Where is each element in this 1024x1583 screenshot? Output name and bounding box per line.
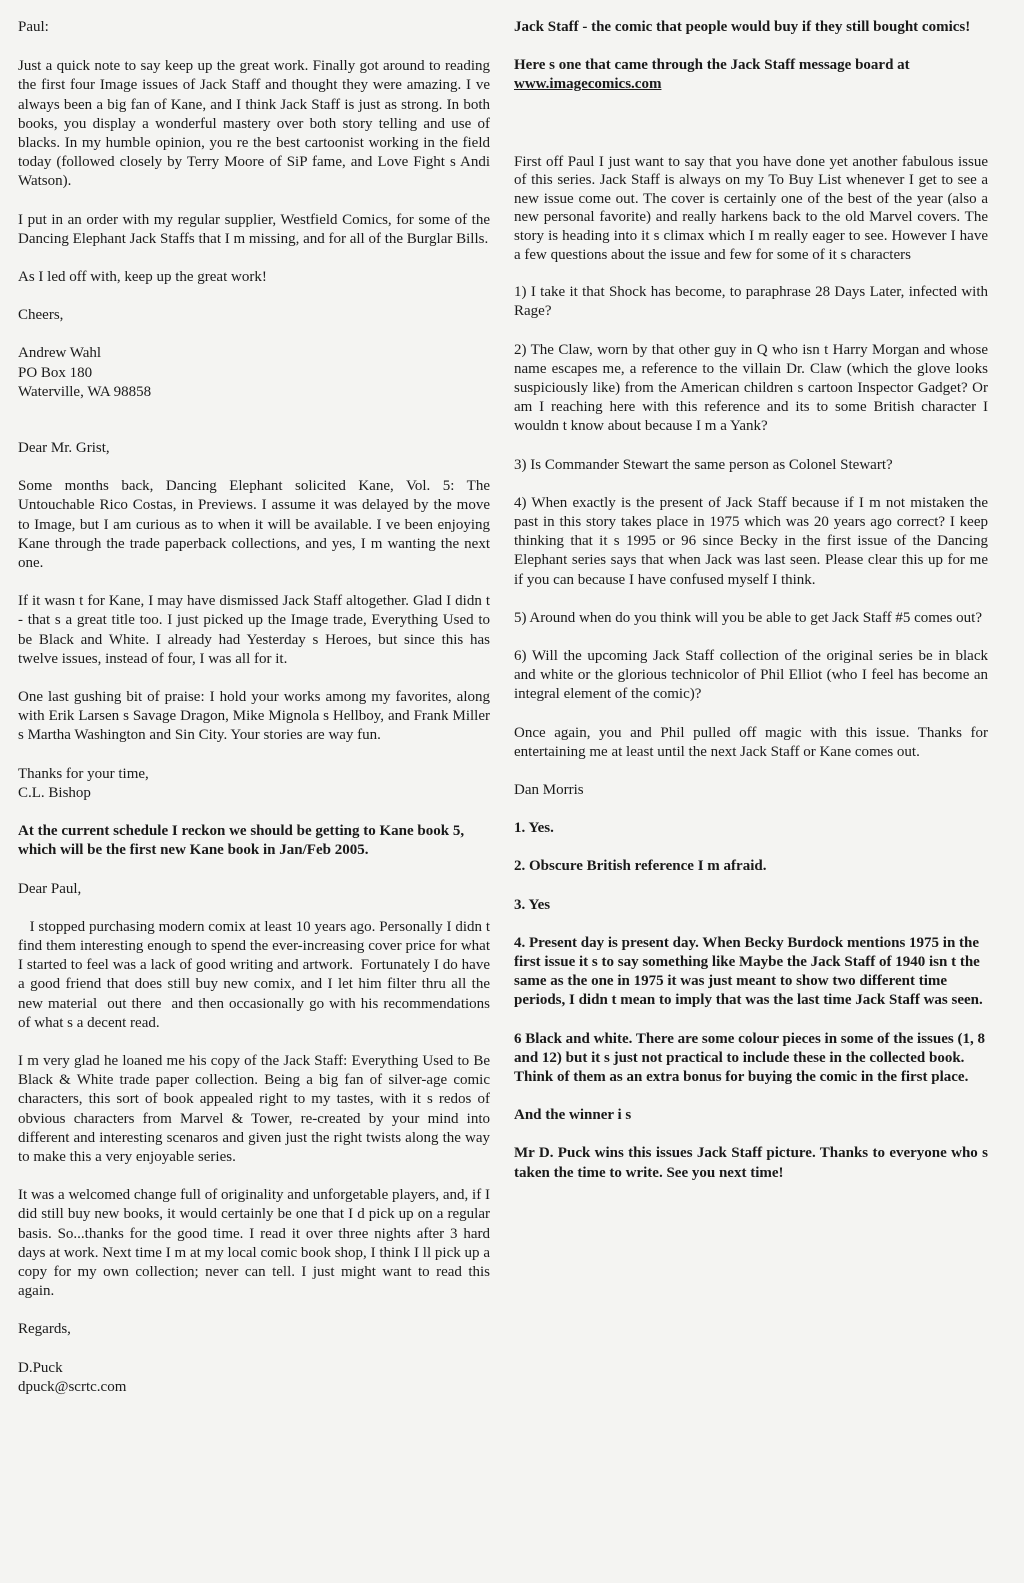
letter4-signature: Dan Morris (514, 782, 584, 799)
letter1-signature-box: PO Box 180 (18, 364, 93, 381)
letter2-closing: Thanks for your time, (18, 765, 149, 782)
answer-2: 2. Obscure British reference I m afraid. (514, 858, 767, 875)
answer-1: 1. Yes. (514, 820, 554, 837)
answer-6: 6 Black and white. There are some colour pieces in some of the issues (1, 8 and 12) but it s just not practical to include these in the collected book. Think of them as an extra bonus for buying the comic in the first place. (514, 1030, 985, 1086)
answer-4: 4. Present day is present day. When Becky Burdock mentions 1975 in the first issue it s to say something like Maybe the Jack Staff of 1940 isn t the same as the one in 1975 it was just meant to show two different time periods, I didn t mean to imply that was the last time Jack Staff was seen. (514, 934, 983, 1009)
letter2-salutation: Dear Mr. Grist, (18, 440, 110, 457)
question-2: 2) The Claw, worn by that other guy in Q who isn t Harry Morgan and whose name escapes me, a reference to the villain Dr. Claw (which the glove looks suspiciously like) from the American children s cartoon Inspector Gadget? Or am I reaching here with this reference and its to some British character I wouldn t know about because I m a Yank? (514, 341, 988, 435)
letter1-signature-city: Waterville, WA 98858 (18, 383, 152, 400)
letter2-paragraph-2: If it wasn t for Kane, I may have dismissed Jack Staff altogether. Glad I didn t - that s a great title too. I just picked up the Image trade, Everything Used to be Black and White. I already had Yesterday s Heroes, but since this has twelve issues, instead of four, I was all for it. (18, 593, 490, 667)
letter3-salutation: Dear Paul, (18, 880, 82, 897)
letter1-salutation: Paul: (18, 19, 49, 35)
winner-heading: And the winner i s (514, 1107, 632, 1124)
letter3-paragraph-1: I stopped purchasing modern comix at least 10 years ago. Personally I didn t find them interesting enough to spend the ever-increasing cover price for what I started to feel was a lack of good writing and artwork. Fortunately I do have a good friend that does still buy new comix, and I let him filter thru all the new material out there and then occasionally go with his recommendations of what s a decent read. (18, 918, 494, 1031)
column-heading: Jack Staff - the comic that people would buy if they still bought comics! (514, 19, 971, 35)
right-column (514, 18, 988, 1183)
question-6: 6) Will the upcoming Jack Staff collection of the original series be in black and white or the glorious technicolor of Phil Elliot (who I feel has become an integral element of the comic)? (514, 648, 988, 703)
letter3-signature: D.Puck (18, 1359, 63, 1376)
letter3-paragraph-2: I m very glad he loaned me his copy of the Jack Staff: Everything Used to Be Black & White trade paper collection. Being a big fan of silver-age comic characters, this sort of book appealed right to my tastes, with it s redos of obvious characters from Marvel & Tower, re-created by your mind into different and interesting scenaros and given just the right twists along the way to make this a very enjoyable series. (18, 1052, 490, 1165)
question-5: 5) Around when do you think will you be able to get Jack Staff #5 comes out? (514, 609, 982, 626)
letter3-closing: Regards, (18, 1321, 71, 1338)
message-board-intro (514, 56, 988, 94)
question-3: 3) Is Commander Stewart the same person as Colonel Stewart? (514, 456, 893, 473)
letter2-paragraph-1: Some months back, Dancing Elephant solicited Kane, Vol. 5: The Untouchable Rico Costas, in Previews. I assume it was delayed by the move to Image, but I am curious as to when it will be available. I ve been enjoying Kane through the trade paperback collections, and yes, I m wanting the next one. (18, 478, 490, 572)
message-board-intro-text: Here s one that came through the Jack Staff message board at (514, 57, 910, 74)
letter2-signature: C.L. Bishop (18, 784, 91, 801)
letter3-paragraph-3: It was a welcomed change full of originality and unforgetable players, and, if I did still buy new books, it would certainly be one that I d pick up on a regular basis. So...thanks for the good time. I read it over three nights after 3 hard days at work. Next time I m at my local comic book shop, I think I ll pick up a copy for my own collection; never can tell. I just might want to read this again. (18, 1187, 490, 1300)
imagecomics-link[interactable]: www.imagecomics.com (514, 76, 662, 93)
letter2-editor-reply: At the current schedule I reckon we should be getting to Kane book 5, which will be the first new Kane book in Jan/Feb 2005. (18, 823, 465, 859)
letter1-paragraph-1: Just a quick note to say keep up the great work. Finally got around to reading the first four Image issues of Jack Staff and thought they were amazing. I ve always been a big fan of Kane, and I think Jack Staff is just as strong. In both books, you display a wonderful mastery over both story telling and use of blacks. In my humble opinion, you re the best cartoonist working in the field today (followed closely by Terry Moore of SiP fame, and Love Fight s Andi Watson). (18, 58, 490, 190)
letter1-paragraph-3: As I led off with, keep up the great work! (18, 269, 267, 286)
letter1-signature-name: Andrew Wahl (18, 345, 102, 362)
question-4: 4) When exactly is the present of Jack Staff because if I m not mistaken the past in this story takes place in 1975 which was 20 years ago correct? I keep thinking that it s 1995 or 96 since Becky in the first issue of the Dancing Elephant series says that when Jack was last seen. Please clear this up for me if you can because I have confused myself I think. (514, 494, 988, 588)
letter4-closing-paragraph: Once again, you and Phil pulled off magic with this issue. Thanks for entertaining me at least until the next Jack Staff or Kane comes out. (514, 724, 988, 760)
left-column (18, 18, 494, 1397)
letter3-email: dpuck@scrtc.com (18, 1378, 127, 1395)
winner-announcement: Mr D. Puck wins this issues Jack Staff picture. Thanks to everyone who s taken the time to write. See you next time! (514, 1145, 988, 1181)
letter2-paragraph-3: One last gushing bit of praise: I hold your works among my favorites, along with Erik Larsen s Savage Dragon, Mike Mignola s Hellboy, and Frank Miller s Martha Washington and Sin City. Your stories are way fun. (18, 689, 490, 744)
answer-3: 3. Yes (514, 896, 551, 913)
letter1-paragraph-2: I put in an order with my regular supplier, Westfield Comics, for some of the Dancing Elephant Jack Staffs that I m missing, and for all of the Burglar Bills. (18, 211, 490, 247)
letter4-paragraph-1: First off Paul I just want to say that you have done yet another fabulous issue of this series. Jack Staff is always on my To Buy List whenever I get to see a new issue come out. The cover is certainly one of the best of the year (also a new personal favorite) and really harkens back to the old Marvel covers. The story is heading into it s climax which I m really eager to see. However I have a few questions about the issue and few for some of it s characters (514, 153, 988, 263)
question-1: 1) I take it that Shock has become, to paraphrase 28 Days Later, infected with Rage? (514, 284, 988, 320)
letter1-closing: Cheers, (18, 307, 64, 324)
